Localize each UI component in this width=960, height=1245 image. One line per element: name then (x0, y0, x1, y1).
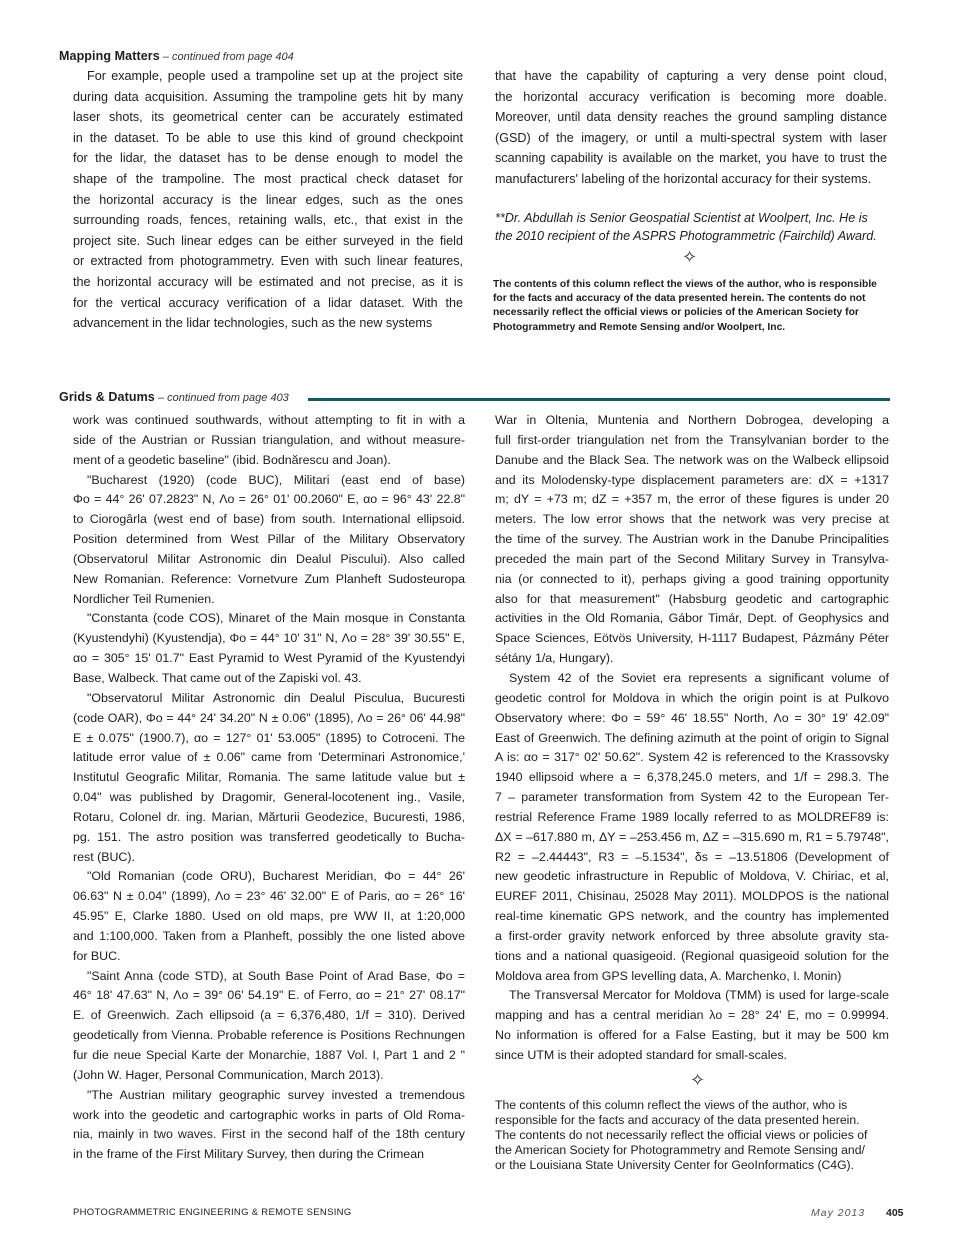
text-line: advancement in the lidar technologies, such as the new systems (73, 316, 433, 331)
text-line: "Old Romanian (code ORU), Bucharest Meridian, Φo = 44° 26' (87, 869, 465, 884)
text-line: that have the capability of capturing a very dense point cloud, (495, 69, 887, 83)
section-divider (308, 398, 890, 401)
text-line: for the vertical accuracy verification of a lidar dataset. With the (73, 295, 463, 310)
text-line: work was continued southwards, without attempting to fit in with a (73, 413, 465, 427)
text-line: the horizontal accuracy verification is becoming more doable. (495, 89, 887, 104)
text-line: real-time kinematic GPS network, and the country has implemented (495, 909, 889, 924)
text-line: shape of the trampoline. The most practical check dataset for (73, 171, 463, 186)
text-line: Nordlicher Teil Rumenien. (73, 591, 215, 606)
text-line: (John W. Hager, Personal Communication, March 2013). (73, 1067, 384, 1082)
text-line: the time of the survey. The Austrian work in the Danube Principalities (495, 532, 889, 547)
text-line: Moldova area from GPS levelling data, A. Marchenko, I. Monin) (495, 968, 842, 983)
text-line: Danube and the Black Sea. The network was on the Walbeck ellipsoid (495, 452, 889, 467)
text-line: 7 – parameter transformation from System 42 to the European Ter- (495, 790, 889, 805)
text-line: laser shots, its geometrical center can be accurately estimated (73, 110, 463, 125)
text-line: and its Molodensky-type displacement parameters are: dX = +1317 (495, 472, 889, 487)
text-line: project site. Such linear edges can be either surveyed in the field (73, 233, 463, 248)
text-line: a first-order gravity network enforced by three absolute gravity sta- (495, 928, 889, 943)
text-line: fur die neue Special Karte der Monarchie, 1887 Vol. I, Part 1 and 2 " (73, 1048, 465, 1062)
issue-date: May 2013 (811, 1207, 866, 1219)
text-line: the horizontal accuracy is the linear edges, such as the ones (73, 192, 463, 207)
text-line: preceded the main part of the Second Military Survey in Transylva- (495, 551, 889, 566)
text-line: scanning capability is available on the market, you have to trust the (495, 151, 887, 166)
text-line: "Observatorul Militar Astronomic din Dealul Pisculua, Bucuresti (87, 690, 465, 705)
text-line: EUREF 2011, Chisinau, 25028 May 2011). MOLDPOS is the national (495, 889, 889, 904)
grids-datums-header (59, 390, 289, 404)
text-line: 45.95" E, Clarke 1880. Used on old maps, pre WW II, at 1:20,000 (73, 909, 465, 924)
text-line: rest (BUC). (73, 849, 135, 864)
text-line: surrounding roads, fences, retaining walls, etc., that exist in the (73, 213, 463, 228)
text-line: R2 = –2.44443", R3 = –5.1534", δs = –13.51806 (Development of (495, 849, 889, 864)
mapping-matters-header (59, 49, 294, 63)
text-line: The contents do not necessarily reflect the official views or policies of (495, 1128, 868, 1143)
text-line: or the Louisiana State University Center for GeoInformatics (C4G). (495, 1158, 855, 1173)
page-number: 405 (886, 1207, 904, 1219)
text-line: "The Austrian military geographic survey invested a tremendous (87, 1087, 465, 1102)
text-line: ment of a geodetic baseline" (ibid. Bodnărescu and Joan). (73, 452, 391, 467)
text-line: No information is offered for a False Easting, but it may be 500 km (495, 1028, 889, 1043)
text-line: E ± 0.075" (1900.7), αo = 127° 01' 53.005" (1895) to Cotroceni. The (73, 730, 465, 745)
text-line: The contents of this column reflect the views of the author, who is responsible (493, 279, 877, 290)
text-line: tions and a national quasigeoid. (Regional quasigeoid solution for the (495, 948, 889, 963)
text-line: manufacturers' labeling of the horizontal accuracy for their systems. (495, 171, 872, 186)
text-line: Position determined from West Pillar of the Military Observatory (73, 532, 465, 547)
mapping-matters-left-column (73, 66, 463, 334)
text-line: full first-order triangulation net from the Transylvanian border to the (495, 432, 889, 447)
text-line: The contents of this column reflect the views of the author, who is (495, 1098, 848, 1112)
text-line: For example, people used a trampoline set up at the project site (87, 69, 463, 83)
journal-name: PHOTOGRAMMETRIC ENGINEERING & REMOTE SENSING (73, 1207, 352, 1218)
text-line: for the facts and accuracy of the data presented herein. The contents do not (493, 293, 866, 305)
continued-note: – continued from page 404 (159, 51, 294, 63)
text-line: A is: αo = 317° 02' 50.62". System 42 is referenced to the Krassovsky (495, 750, 889, 765)
text-line: αo = 305° 15' 01.7" East Pyramid to West Pyramid of the Kyustendyi (73, 651, 465, 666)
text-line: 46° 18' 47.63" N, Λo = 39° 06' 54.19" E. of Ferro, αo = 21° 27' 08.17" (73, 988, 465, 1003)
text-line: Space Sciences, Eötvös University, H-1117 Budapest, Pázmány Péter (495, 631, 889, 646)
text-line: mapping and has a central meridian λo = 28° 24' E, mo = 0.99994. (495, 1008, 889, 1023)
grids-datums-left-column (73, 411, 465, 1165)
text-line: **Dr. Abdullah is Senior Geospatial Scientist at Woolpert, Inc. He is (495, 211, 868, 225)
text-line: for BUC. (73, 948, 121, 963)
text-line: nia (or connected to it), perhaps giving a good training opportunity (495, 571, 889, 586)
grids-datums-disclaimer (495, 1098, 867, 1173)
text-line: (Observatorul Militar Astronomic din Dealul Piscului). Also called (73, 551, 465, 566)
text-line: Institutul Geografic Militar, Romania. The same latitude value but ± (73, 770, 465, 785)
mapping-matters-disclaimer (493, 278, 877, 335)
text-line: sétány 1/a, Hungary). (495, 651, 614, 666)
continued-note: – continued from page 403 (154, 392, 289, 404)
text-line: (GSD) of the imagery, or until a multi-spectral system with laser (495, 130, 887, 145)
text-line: (Kyustendyhi) (Kyustendja), Φo = 44° 10' 31" N, Λo = 28° 39' 30.55" E, (73, 631, 465, 646)
section-title: Mapping Matters (59, 49, 160, 63)
text-line: New Romanian. Reference: Vornetvure Zum Planheft Sudosteuropa (73, 571, 465, 586)
text-line: Base, Walbeck. That came out of the Zapiski vol. 43. (73, 670, 362, 685)
text-line: latitude error value of ± 0.06" came from 'Determinari Astronomice,' (73, 750, 465, 765)
text-line: m; dY = +73 m; dZ = +357 m, the error of these figures is under 20 (495, 492, 889, 507)
text-line: and 1:100,000. Taken from a Planheft, possibly the one listed above (73, 928, 465, 943)
grids-datums-right-column (495, 411, 889, 1066)
text-line: new geodetic infrastructure in Republic of Moldova, V. Chiriac, et al, (495, 869, 889, 884)
text-line: War in Oltenia, Muntenia and Northern Dobrogea, developing a (495, 413, 889, 427)
author-note (495, 210, 877, 245)
text-line: 1940 ellipsoid where a = 6,378,245.0 meters, and 1/f = 298.3. The (495, 770, 889, 785)
text-line: geodetically from Vienna. Probable reference is Positions Rechnungen (73, 1028, 465, 1043)
text-line: geodetic control for Moldova in which the origin point is at Pulkovo (495, 690, 889, 705)
text-line: activities in the Old Romania, Gábor Timár, Dept. of Geophysics and (495, 611, 889, 626)
text-line: Moreover, until data density reaches the ground sampling distance (495, 110, 887, 125)
text-line: (code OAR), Φo = 44° 24' 34.20" N ± 0.06" (1895), Λo = 26° 06' 44.98" (73, 710, 465, 725)
text-line: to Ciorogârla (west end of base) from south. International ellipsoid. (73, 512, 465, 527)
text-line: "Constanta (code COS), Minaret of the Main mosque in Constanta (87, 611, 465, 626)
text-line: side of the Austrian or Russian triangulation, and without measure- (73, 432, 465, 447)
text-line: East of Greenwich. The defining azimuth at the point of origin to Signal (495, 730, 889, 745)
text-line: since UTM is their adopted standard for small-scales. (495, 1048, 787, 1062)
text-line: Φo = 44° 26' 07.2823" N, Λo = 26° 01' 00.2060" E, αo = 96° 43' 22.8" (73, 492, 465, 507)
text-line: in the frame of the First Military Survey, then during the Crimean (73, 1147, 424, 1162)
ornament-icon: ✧ (690, 1070, 706, 1090)
text-line: the American Society for Photogrammetry and Remote Sensing and/ (495, 1143, 865, 1158)
text-line: or extracted from photogrammetry. Even with such linear features, (73, 254, 463, 269)
text-line: The Transversal Mercator for Moldova (TMM) is used for large-scale (509, 988, 889, 1003)
text-line: work into the geodetic and cartographic works in parts of Old Roma- (73, 1107, 465, 1122)
mapping-matters-right-column (495, 66, 887, 190)
text-line: nia, mainly in two waves. First in the second half of the 18th century (73, 1127, 465, 1142)
text-line: meters. The low error shows that the network was very precise at (495, 512, 889, 527)
text-line: restrial Reference Frame 1989 locally referred to as MOLDREF89 is: (495, 809, 889, 824)
text-line: System 42 of the Soviet era represents a significant volume of (509, 670, 889, 685)
text-line: 0.04" was published by Dragomir, General-locotenent ing., Vasile, (73, 790, 465, 805)
text-line: during data acquisition. Assuming the trampoline gets hit by many (73, 89, 463, 104)
text-line: E. of Greenwich. Zach ellipsoid (a = 6,376,480, 1/f = 310). Derived (73, 1008, 465, 1023)
text-line: the 2010 recipient of the ASPRS Photogrammetric (Fairchild) Award. (495, 228, 877, 243)
text-line: Observatory where: Φo = 59° 46' 18.55" North, Λo = 30° 19' 42.09" (495, 710, 889, 725)
text-line: Photogrammetry and Remote Sensing and/or Woolpert, Inc. (493, 321, 786, 333)
ornament-icon: ✧ (682, 247, 698, 267)
section-title: Grids & Datums (59, 390, 155, 404)
text-line: 06.63" N ± 0.04" (1899), Λo = 23° 46' 32.00" E of Paris, αo = 26° 16' (73, 889, 465, 904)
text-line: pg. 151. The astro position was transferred geodetically to Bucha- (73, 829, 465, 844)
text-line: "Saint Anna (code STD), at South Base Point of Arad Base, Φo = (87, 968, 465, 983)
text-line: ΔX = –617.880 m, ΔY = –253.456 m, ΔZ = –315.690 m, R1 = 5.79748", (495, 829, 889, 844)
text-line: Rotaru, Colonel dr. ing. Marian, Mărturii Geodezice, Bucuresti, 1986, (73, 809, 465, 824)
text-line: responsible for the facts and accuracy of the data presented herein. (495, 1113, 860, 1128)
text-line: the horizontal accuracy will be estimated and not precise, as it is (73, 274, 463, 289)
text-line: necessarily reflect the official views or policies of the American Society for (493, 307, 859, 319)
text-line: "Bucharest (1920) (code BUC), Militari (east end of base) (87, 472, 465, 487)
text-line: also for that measurement" (Habsburg geodetic and cartographic (495, 591, 889, 606)
text-line: in the dataset. To be able to use this kind of ground checkpoint (73, 130, 463, 145)
text-line: for the lidar, the dataset has to be dense enough to model the (73, 151, 463, 166)
